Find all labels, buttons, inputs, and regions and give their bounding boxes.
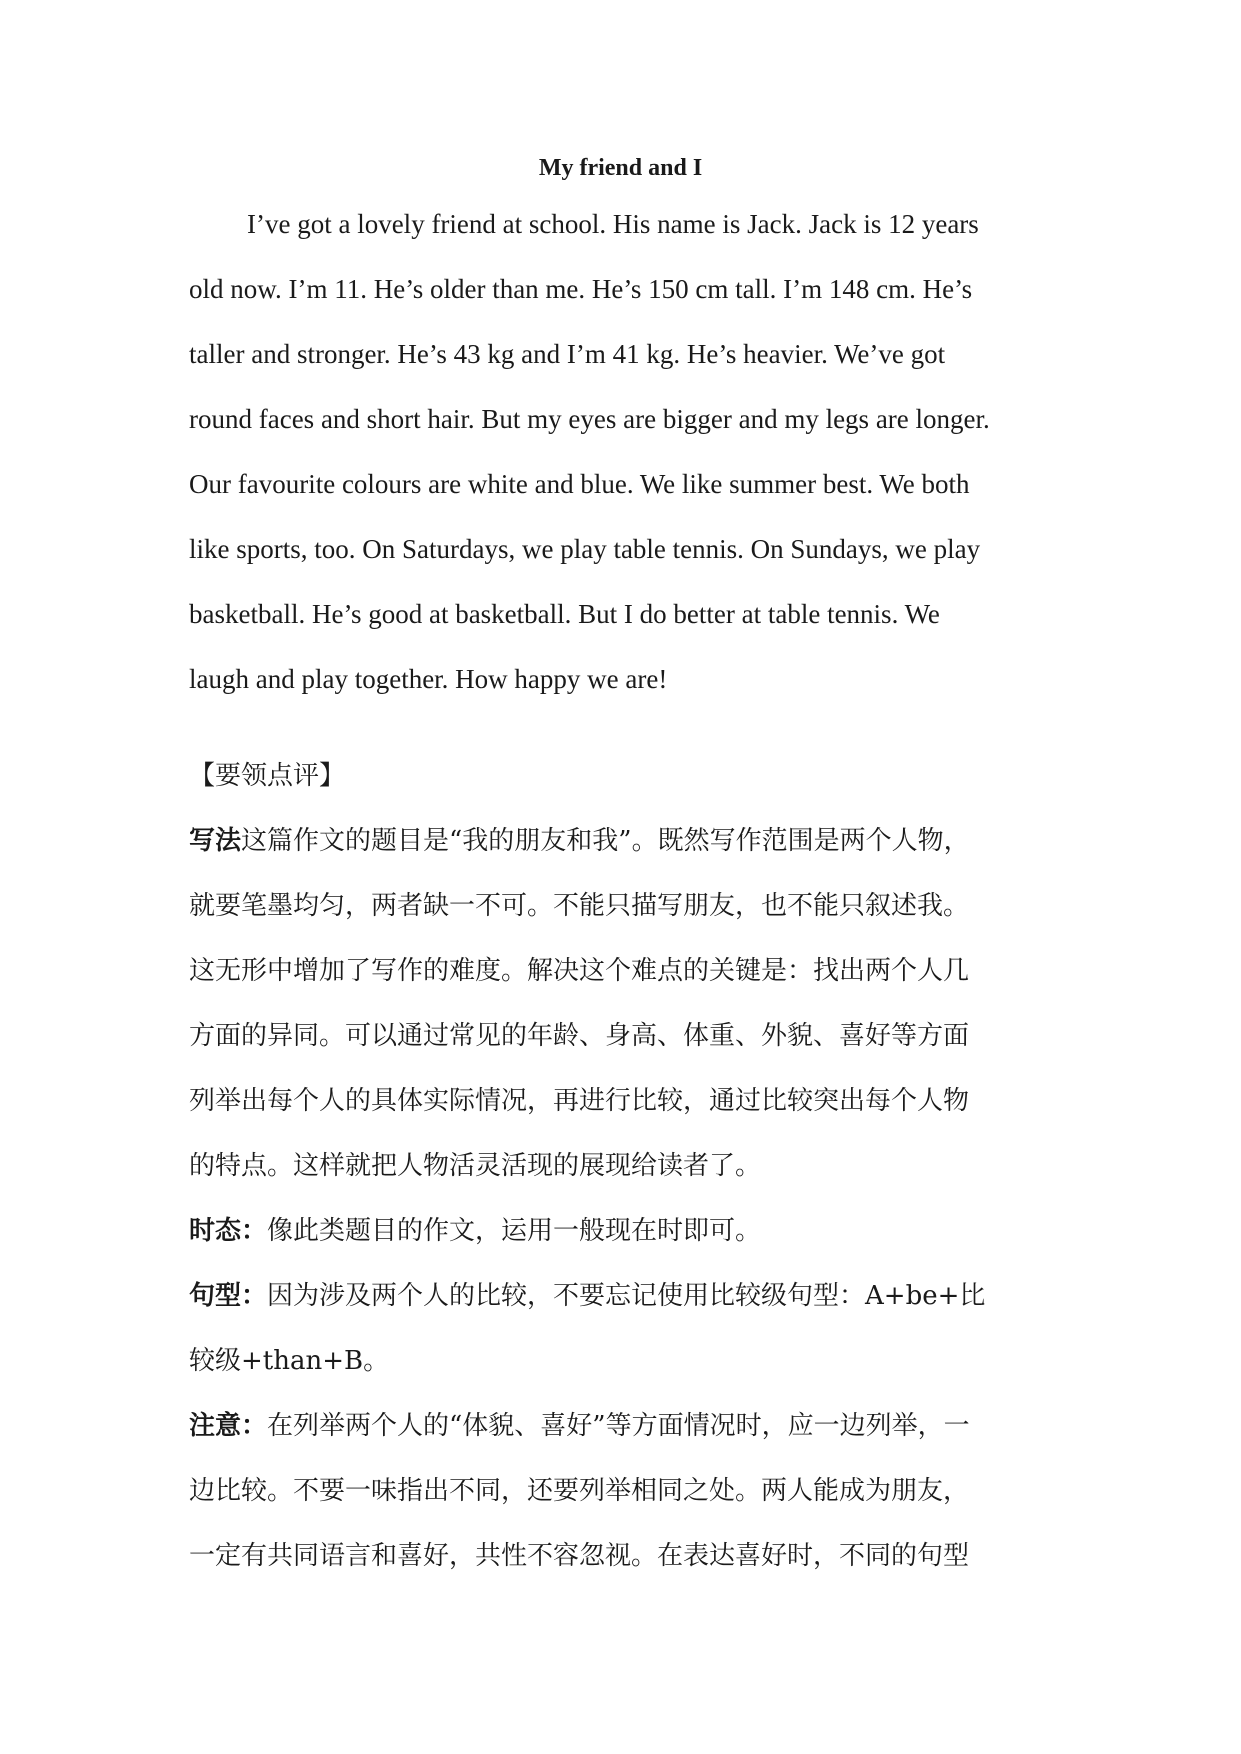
writing-paragraph-line — [189, 809, 1079, 874]
essay-line: taller and stronger. He’s 43 kg and I’m 41 kg. He’s heavier. We’ve got — [189, 339, 946, 369]
note-label: 注意： — [189, 1411, 268, 1441]
note-text: 在列举两个人的“体貌、喜好”等方面情况时，应一边列举，一 — [267, 1411, 970, 1441]
writing-paragraph-line: 的特点。这样就把人物活灵活现的展现给读者了。 — [189, 1151, 762, 1181]
tense-text: 像此类题目的作文，运用一般现在时即可。 — [267, 1216, 762, 1246]
sentence-paragraph-line: 较级+than+B。 — [189, 1346, 390, 1376]
essay-line: I’ve got a lovely friend at school. His name is Jack. Jack is 12 years — [247, 209, 979, 239]
writing-paragraph-line: 这无形中增加了写作的难度。解决这个难点的关键是：找出两个人几 — [189, 956, 970, 986]
sentence-label: 句型： — [189, 1281, 268, 1311]
writing-label: 写法 — [189, 826, 242, 856]
note-paragraph-line: 一定有共同语言和喜好，共性不容忽视。在表达喜好时，不同的句型 — [189, 1541, 970, 1571]
note-paragraph-line: 边比较。不要一味指出不同，还要列举相同之处。两人能成为朋友， — [189, 1476, 970, 1506]
note-paragraph-line — [189, 1394, 1079, 1459]
essay-line: round faces and short hair. But my eyes are bigger and my legs are longer. — [189, 404, 990, 434]
tense-paragraph-line — [189, 1199, 1079, 1264]
writing-paragraph-line: 就要笔墨均匀，两者缺一不可。不能只描写朋友，也不能只叙述我。 — [189, 891, 970, 921]
writing-paragraph-line: 列举出每个人的具体实际情况，再进行比较，通过比较突出每个人物 — [189, 1086, 970, 1116]
essay-line: old now. I’m 11. He’s older than me. He’s 150 cm tall. I’m 148 cm. He’s — [189, 274, 973, 304]
writing-paragraph-line: 方面的异同。可以通过常见的年龄、身高、体重、外貌、喜好等方面 — [189, 1021, 970, 1051]
tense-label: 时态： — [189, 1216, 268, 1246]
essay-title: My friend and I — [538, 155, 703, 181]
comment-section — [189, 744, 1079, 1589]
sentence-text: 因为涉及两个人的比较，不要忘记使用比较级句型：A+be+比 — [267, 1281, 986, 1311]
essay-body — [189, 192, 1079, 712]
essay-line: basketball. He’s good at basketball. But I do better at table tennis. We — [189, 599, 940, 629]
essay-line: like sports, too. On Saturdays, we play table tennis. On Sundays, we play — [189, 534, 981, 564]
sentence-paragraph-line — [189, 1264, 1079, 1329]
writing-text: 这篇作文的题目是“我的朋友和我”。既然写作范围是两个人物， — [241, 826, 970, 856]
essay-line: laugh and play together. How happy we are! — [189, 664, 668, 694]
essay-line: Our favourite colours are white and blue. We like summer best. We both — [189, 469, 970, 499]
comment-heading: 【要领点评】 — [189, 761, 346, 791]
